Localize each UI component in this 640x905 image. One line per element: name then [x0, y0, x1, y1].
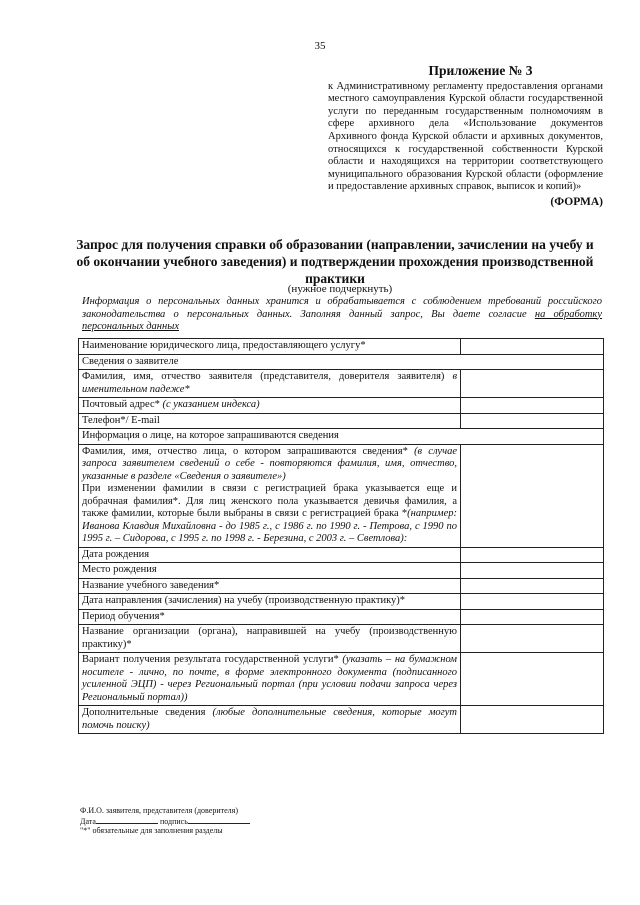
- postal-address-text: Почтовый адрес*: [82, 399, 160, 410]
- extra-info-text: Дополнительные сведения: [82, 707, 206, 718]
- person-surname-hint: (например: Иванова Клавдия Михайловна - до 1985 г., с 1986 г. по 1990 г. - Петрова, с 1990 по 1995 г. – Сидорова, с 1995 г. по 1998 г. - Березина, с 2003 г. – Светлова):: [82, 508, 457, 544]
- study-period-label: Период обучения*: [79, 609, 461, 625]
- underline-note: (нужное подчеркнуть): [287, 283, 393, 295]
- phone-email-field[interactable]: [461, 413, 604, 429]
- direction-date-field[interactable]: [461, 594, 604, 610]
- signature-label: подпись: [159, 816, 188, 826]
- person-surname-text: При изменении фамилии в связи с регистрацией брака указывается еще и добрачная фамилия*. Для лиц женского пола указывается девичья фамилия, а также фамилии, которые были выбраны в связи с регистрацией брака *: [82, 483, 457, 519]
- table-row: [79, 547, 604, 563]
- document-title: Запрос для получения справки об образовании (направлении, зачислении на учебу и об окончании учебного заведения) и подтверждении прохождения производственной практики: [76, 237, 594, 286]
- date-signature-line: [80, 816, 250, 827]
- direction-date-label: Дата направления (зачисления) на учебу (производственную практику)*: [79, 594, 461, 610]
- applicant-section-heading: Сведения о заявителе: [79, 354, 604, 370]
- birth-date-label: Дата рождения: [79, 547, 461, 563]
- signature-block: [80, 806, 250, 836]
- appendix-title: Приложение № 3: [428, 63, 533, 78]
- table-row: [79, 413, 604, 429]
- applicant-fio-hint: в именительном падеже*: [82, 371, 457, 395]
- postal-address-hint: (с указанием индекса): [162, 399, 260, 410]
- person-fio-field[interactable]: [461, 444, 604, 547]
- person-fio-hint: (в случае запроса заявителем сведений о себе - повторяются фамилия, имя, отчество, указанные в разделе «Сведения о заявителе»): [82, 445, 457, 482]
- table-row: [79, 563, 604, 579]
- table-row: [79, 653, 604, 706]
- privacy-text: Информация о персональных данных хранится и обрабатывается с соблюдением требований российского законодательства о персональных данных. Заполняя данный запрос, Вы даете согласие: [82, 296, 602, 320]
- postal-address-label: [79, 398, 461, 414]
- privacy-consent: на обработку персональных данных: [82, 308, 602, 332]
- applicant-fio-caption: Ф.И.О. заявителя, представителя (доверителя): [80, 806, 238, 815]
- table-row: [79, 625, 604, 653]
- sender-org-field[interactable]: [461, 625, 604, 653]
- extra-info-field[interactable]: [461, 706, 604, 734]
- result-option-label: [79, 653, 461, 706]
- table-row: [79, 594, 604, 610]
- table-row: [79, 706, 604, 734]
- appendix-text: к Административному регламенту предоставления органами местного самоуправления Курской области государственной услуги по переданным государственным полномочиям в сфере архивного дела «Использование документов Архивного фонда Курской области и архивных документов, относящихся к государственной собственности Курской области и находящихся на территории соответствующего муниципального образования Курской области (оформление и предоставление архивных справок, выписок и копий)»: [328, 80, 603, 193]
- org-name-field[interactable]: [461, 339, 604, 355]
- birth-date-field[interactable]: [461, 547, 604, 563]
- request-form-table: [78, 338, 604, 734]
- table-row: [79, 444, 604, 547]
- result-option-text: Вариант получения результата государственной услуги*: [82, 654, 339, 665]
- phone-email-label: Телефон*/ E-mail: [79, 413, 461, 429]
- required-fields-note: "*" обязательные для заполнения разделы: [80, 826, 223, 835]
- signature-field[interactable]: [188, 816, 250, 824]
- study-period-field[interactable]: [461, 609, 604, 625]
- result-option-hint: (указать – на бумажном носителе - лично, по почте, в форме электронного документа (подписанного усиленной ЭЦП) - через Региональный портал (при условии подачи запроса через Региональный портал)): [82, 654, 457, 703]
- appendix-header: [328, 65, 603, 209]
- page-number: 35: [314, 40, 326, 52]
- applicant-fio-label: [79, 370, 461, 398]
- birth-place-field[interactable]: [461, 563, 604, 579]
- table-row: [79, 370, 604, 398]
- birth-place-label: Место рождения: [79, 563, 461, 579]
- postal-address-field[interactable]: [461, 398, 604, 414]
- privacy-info: [82, 296, 602, 334]
- table-row: [79, 609, 604, 625]
- applicant-fio-field[interactable]: [461, 370, 604, 398]
- person-fio-text: Фамилия, имя, отчество лица, о котором запрашиваются сведения*: [82, 445, 408, 457]
- table-row: [79, 429, 604, 445]
- applicant-fio-text: Фамилия, имя, отчество заявителя (представителя, доверителя заявителя): [82, 371, 445, 382]
- extra-info-label: [79, 706, 461, 734]
- school-name-field[interactable]: [461, 578, 604, 594]
- sender-org-label: Название организации (органа), направившей на учебу (производственную практику)*: [79, 625, 461, 653]
- person-fio-label: [79, 444, 461, 547]
- school-name-label: Название учебного заведения*: [79, 578, 461, 594]
- result-option-field[interactable]: [461, 653, 604, 706]
- table-row: [79, 398, 604, 414]
- extra-info-hint: (любые дополнительные сведения, которые могут помочь поиску): [82, 707, 457, 731]
- forma-label: (ФОРМА): [550, 195, 603, 208]
- table-row: [79, 578, 604, 594]
- table-row: [79, 354, 604, 370]
- date-field[interactable]: [96, 816, 158, 824]
- person-section-heading: Информация о лице, на которое запрашиваются сведения: [79, 429, 604, 445]
- org-name-label: Наименование юридического лица, предоставляющего услугу*: [79, 339, 461, 355]
- date-label: Дата: [80, 816, 96, 826]
- table-row: [79, 339, 604, 355]
